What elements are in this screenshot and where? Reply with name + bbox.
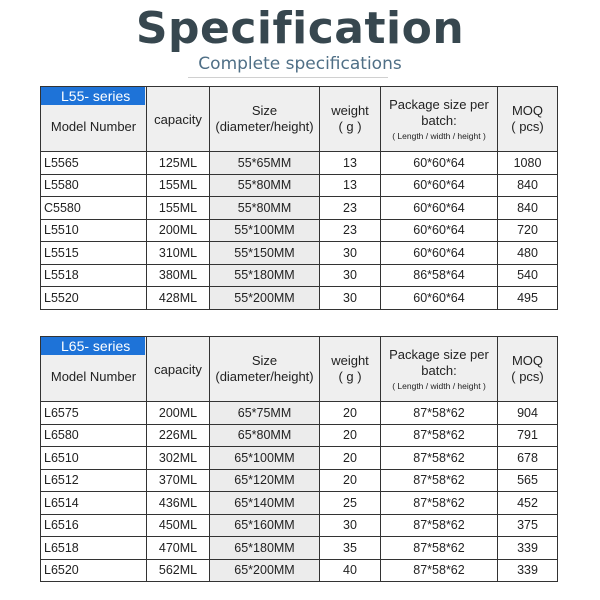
capacity-cell: 380ML: [147, 264, 210, 287]
capacity-cell: 450ML: [147, 514, 210, 537]
size-cell: 65*160MM: [210, 514, 320, 537]
weight-cell: 13: [320, 174, 381, 197]
moq-cell: 1080: [498, 152, 558, 175]
package-cell: 87*58*62: [381, 537, 498, 560]
size-cell: 65*80MM: [210, 424, 320, 447]
package-header-line2: batch:: [421, 363, 457, 378]
size-cell: 55*80MM: [210, 197, 320, 220]
moq-header-line1: MOQ: [511, 103, 544, 118]
package-cell: 87*58*62: [381, 424, 498, 447]
weight-header-line2: ( g ): [338, 119, 362, 134]
table-row: [41, 152, 558, 175]
table-row: [41, 197, 558, 220]
moq-header-line2: ( pcs): [511, 119, 544, 134]
size-cell: 65*100MM: [210, 447, 320, 470]
size-cell: 65*200MM: [210, 559, 320, 582]
table-row: [41, 492, 558, 515]
model-number-cell: L5580: [41, 174, 147, 197]
model-number-cell: L6520: [41, 559, 147, 582]
moq-cell: 480: [498, 242, 558, 265]
package-cell: 87*58*62: [381, 447, 498, 470]
moq-header-line2: ( pcs): [511, 369, 544, 384]
moq-cell: 840: [498, 197, 558, 220]
package-cell: 60*60*64: [381, 219, 498, 242]
weight-cell: 13: [320, 152, 381, 175]
package-header: [381, 337, 498, 402]
size-header-line1: Size: [251, 353, 278, 368]
weight-header-line2: ( g ): [338, 369, 362, 384]
weight-header-line1: weight: [331, 103, 369, 118]
header-row: [41, 337, 558, 402]
capacity-cell: 428ML: [147, 287, 210, 310]
capacity-cell: 200ML: [147, 402, 210, 425]
weight-cell: 35: [320, 537, 381, 560]
moq-header: [498, 337, 558, 402]
package-header: [381, 87, 498, 152]
size-cell: 65*120MM: [210, 469, 320, 492]
package-cell: 87*58*62: [381, 559, 498, 582]
moq-cell: 452: [498, 492, 558, 515]
table-row: [41, 174, 558, 197]
moq-cell: 339: [498, 537, 558, 560]
model-number-cell: L6514: [41, 492, 147, 515]
series-label: L55- series: [41, 87, 145, 105]
weight-cell: 30: [320, 287, 381, 310]
model-number-cell: C5580: [41, 197, 147, 220]
size-cell: 55*180MM: [210, 264, 320, 287]
package-cell: 60*60*64: [381, 174, 498, 197]
capacity-header: capacity: [147, 87, 210, 152]
table-row: [41, 424, 558, 447]
table-row: [41, 469, 558, 492]
size-header-line1: Size: [251, 103, 278, 118]
size-cell: 55*80MM: [210, 174, 320, 197]
series-label: L65- series: [41, 337, 145, 355]
weight-cell: 30: [320, 514, 381, 537]
model-number-cell: L6512: [41, 469, 147, 492]
size-cell: 55*65MM: [210, 152, 320, 175]
weight-cell: 20: [320, 402, 381, 425]
model-number-label: Model Number: [50, 118, 137, 134]
moq-cell: 339: [498, 559, 558, 582]
model-number-header: [41, 87, 147, 152]
moq-cell: 540: [498, 264, 558, 287]
moq-cell: 720: [498, 219, 558, 242]
model-number-cell: L6580: [41, 424, 147, 447]
package-cell: 87*58*62: [381, 492, 498, 515]
package-cell: 60*60*64: [381, 287, 498, 310]
capacity-cell: 226ML: [147, 424, 210, 447]
capacity-cell: 370ML: [147, 469, 210, 492]
weight-cell: 30: [320, 264, 381, 287]
moq-cell: 375: [498, 514, 558, 537]
table-row: [41, 402, 558, 425]
page-subtitle: Complete specifications: [198, 54, 402, 74]
moq-cell: 678: [498, 447, 558, 470]
weight-header: [320, 337, 381, 402]
moq-cell: 840: [498, 174, 558, 197]
page-title: Specification: [135, 3, 465, 54]
moq-cell: 495: [498, 287, 558, 310]
table-row: [41, 559, 558, 582]
weight-header-line1: weight: [331, 353, 369, 368]
model-number-cell: L5515: [41, 242, 147, 265]
package-cell: 60*60*64: [381, 152, 498, 175]
package-header-line1: Package size per: [389, 97, 489, 112]
table-row: [41, 514, 558, 537]
spec-table-l55: [40, 86, 558, 310]
size-cell: 65*140MM: [210, 492, 320, 515]
capacity-cell: 436ML: [147, 492, 210, 515]
capacity-header: capacity: [147, 337, 210, 402]
package-header-line2: batch:: [421, 113, 457, 128]
model-number-label: Model Number: [50, 368, 137, 384]
package-cell: 87*58*62: [381, 402, 498, 425]
model-number-cell: L6518: [41, 537, 147, 560]
table-row: [41, 264, 558, 287]
weight-cell: 20: [320, 469, 381, 492]
size-header-line2: (diameter/height): [215, 369, 314, 384]
capacity-cell: 562ML: [147, 559, 210, 582]
weight-cell: 40: [320, 559, 381, 582]
size-header: [210, 87, 320, 152]
header-row: [41, 87, 558, 152]
capacity-cell: 155ML: [147, 174, 210, 197]
moq-header: [498, 87, 558, 152]
weight-cell: 23: [320, 219, 381, 242]
weight-cell: 23: [320, 197, 381, 220]
model-number-cell: L6516: [41, 514, 147, 537]
moq-cell: 565: [498, 469, 558, 492]
size-cell: 55*150MM: [210, 242, 320, 265]
table-row: [41, 447, 558, 470]
subtitle-underline: [188, 77, 388, 78]
capacity-cell: 200ML: [147, 219, 210, 242]
model-number-cell: L6575: [41, 402, 147, 425]
model-number-cell: L5520: [41, 287, 147, 310]
moq-cell: 904: [498, 402, 558, 425]
capacity-cell: 470ML: [147, 537, 210, 560]
size-header: [210, 337, 320, 402]
table-row: [41, 219, 558, 242]
size-cell: 55*200MM: [210, 287, 320, 310]
table-row: [41, 287, 558, 310]
package-cell: 86*58*64: [381, 264, 498, 287]
weight-cell: 20: [320, 424, 381, 447]
model-number-cell: L5565: [41, 152, 147, 175]
weight-cell: 25: [320, 492, 381, 515]
package-header-line3: ( Length / width / height ): [392, 131, 486, 141]
model-number-header: [41, 337, 147, 402]
moq-header-line1: MOQ: [511, 353, 544, 368]
model-number-cell: L5518: [41, 264, 147, 287]
table-row: [41, 537, 558, 560]
size-cell: 65*75MM: [210, 402, 320, 425]
size-header-line2: (diameter/height): [215, 119, 314, 134]
size-cell: 65*180MM: [210, 537, 320, 560]
package-cell: 60*60*64: [381, 242, 498, 265]
capacity-cell: 310ML: [147, 242, 210, 265]
model-number-cell: L6510: [41, 447, 147, 470]
package-cell: 60*60*64: [381, 197, 498, 220]
weight-cell: 30: [320, 242, 381, 265]
table-row: [41, 242, 558, 265]
weight-header: [320, 87, 381, 152]
capacity-cell: 155ML: [147, 197, 210, 220]
capacity-cell: 125ML: [147, 152, 210, 175]
size-cell: 55*100MM: [210, 219, 320, 242]
spec-table-l65: [40, 336, 558, 582]
capacity-cell: 302ML: [147, 447, 210, 470]
package-cell: 87*58*62: [381, 469, 498, 492]
model-number-cell: L5510: [41, 219, 147, 242]
package-header-line3: ( Length / width / height ): [392, 381, 486, 391]
weight-cell: 20: [320, 447, 381, 470]
package-cell: 87*58*62: [381, 514, 498, 537]
moq-cell: 791: [498, 424, 558, 447]
package-header-line1: Package size per: [389, 347, 489, 362]
